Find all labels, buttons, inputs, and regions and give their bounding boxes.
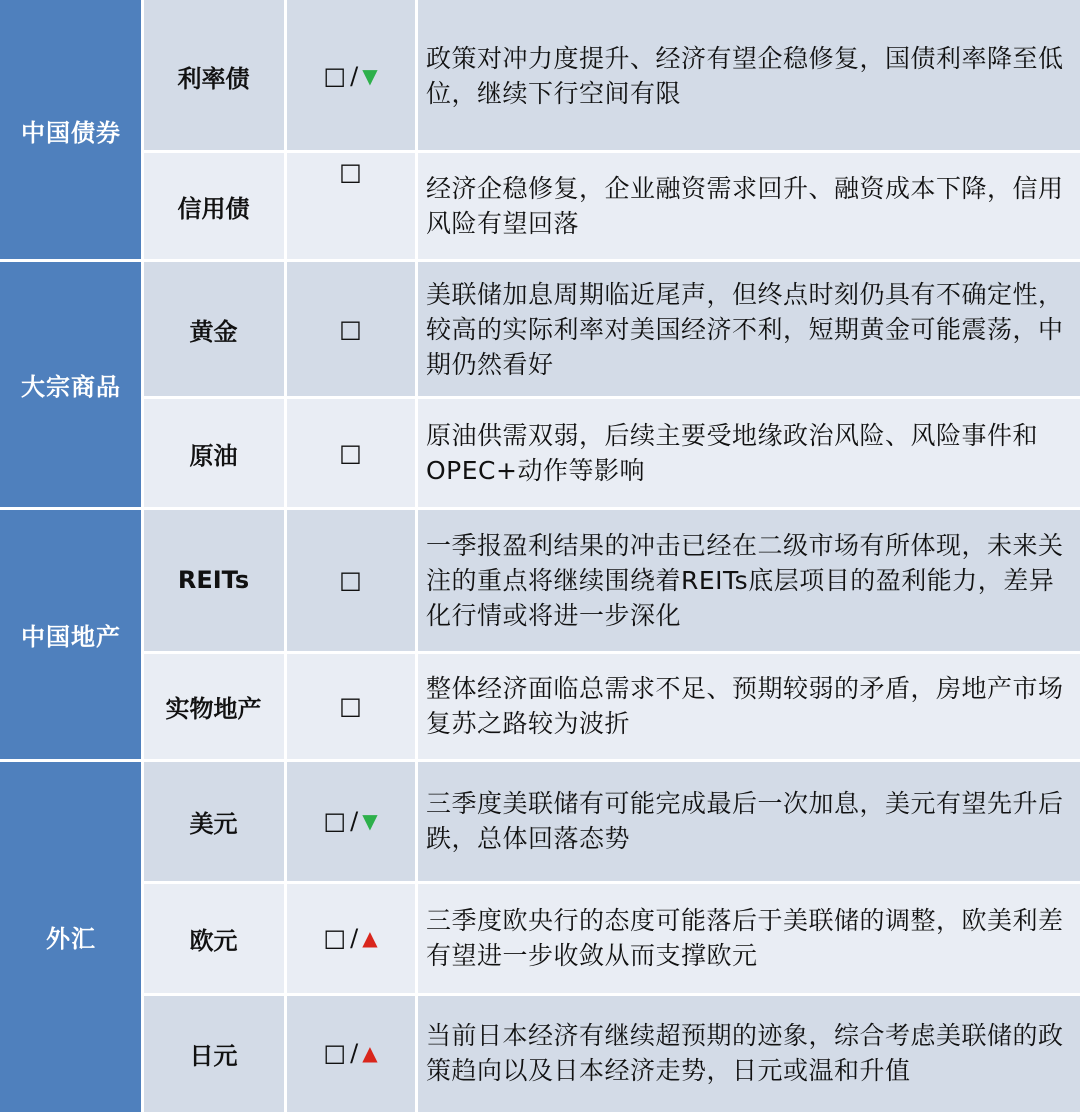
row-divider (142, 150, 1080, 153)
asset-name: 黄金 (142, 260, 285, 398)
signal-cell (285, 260, 416, 398)
category-fx: 外汇 (0, 760, 142, 1112)
asset-name: 信用债 (142, 152, 285, 260)
view-text: 美联储加息周期临近尾声，但终点时刻仍具有不确定性，较高的实际利率对美国经济不利，短期黄金可能震荡，中期仍然看好 (416, 260, 1080, 398)
row-divider (142, 993, 1080, 996)
row-divider (142, 651, 1080, 654)
down-arrow-icon: ▼ (362, 64, 378, 88)
signal-cell (285, 760, 416, 882)
signal-separator: / (350, 807, 359, 835)
view-text: 原油供需双弱，后续主要受地缘政治风险、风险事件和OPEC+动作等影响 (416, 398, 1080, 508)
signal-separator: / (350, 924, 359, 952)
signal-cell (285, 652, 416, 760)
asset-name: 日元 (142, 994, 285, 1112)
neutral-box-icon: □ (339, 692, 362, 720)
category-divider (0, 259, 142, 262)
category-divider (0, 759, 142, 762)
signal-cell (285, 994, 416, 1112)
neutral-box-icon: □ (339, 439, 362, 467)
signal-cell (285, 0, 416, 152)
asset-name: 美元 (142, 760, 285, 882)
row-divider (142, 259, 1080, 262)
signal-cell (285, 152, 416, 260)
up-arrow-icon: ▲ (362, 1041, 378, 1065)
view-text: 政策对冲力度提升、经济有望企稳修复，国债利率降至低位，继续下行空间有限 (416, 0, 1080, 152)
up-arrow-icon: ▲ (362, 926, 378, 950)
row-divider (142, 396, 1080, 399)
category-china-bonds: 中国债券 (0, 0, 142, 260)
neutral-box-icon: □ (339, 315, 362, 343)
down-arrow-icon: ▼ (362, 809, 378, 833)
view-text: 三季度美联储有可能完成最后一次加息，美元有望先升后跌，总体回落态势 (416, 760, 1080, 882)
signal-cell (285, 398, 416, 508)
category-commodities: 大宗商品 (0, 260, 142, 508)
asset-name: 实物地产 (142, 652, 285, 760)
neutral-box-icon: □ (339, 566, 362, 594)
signal-separator: / (350, 1039, 359, 1067)
neutral-box-icon: □ (323, 924, 347, 952)
neutral-box-icon: □ (323, 1039, 347, 1067)
neutral-box-icon: □ (339, 158, 362, 186)
signal-separator: / (350, 62, 359, 90)
signal-cell (285, 508, 416, 652)
asset-name: REITs (142, 508, 285, 652)
signal-cell (285, 882, 416, 994)
row-divider (142, 507, 1080, 510)
row-divider (142, 881, 1080, 884)
asset-name: 欧元 (142, 882, 285, 994)
view-text: 经济企稳修复，企业融资需求回升、融资成本下降，信用风险有望回落 (416, 152, 1080, 260)
view-text: 当前日本经济有继续超预期的迹象，综合考虑美联储的政策趋向以及日本经济走势，日元或温和升值 (416, 994, 1080, 1112)
category-divider (0, 507, 142, 510)
neutral-box-icon: □ (323, 62, 347, 90)
asset-name: 原油 (142, 398, 285, 508)
column-divider (141, 0, 144, 1112)
view-text: 三季度欧央行的态度可能落后于美联储的调整，欧美利差有望进一步收敛从而支撑欧元 (416, 882, 1080, 994)
column-divider (415, 0, 418, 1112)
category-china-real-estate: 中国地产 (0, 508, 142, 760)
neutral-box-icon: □ (323, 807, 347, 835)
row-divider (142, 759, 1080, 762)
view-text: 整体经济面临总需求不足、预期较弱的矛盾，房地产市场复苏之路较为波折 (416, 652, 1080, 760)
asset-name: 利率债 (142, 0, 285, 152)
column-divider (284, 0, 287, 1112)
view-text: 一季报盈利结果的冲击已经在二级市场有所体现，未来关注的重点将继续围绕着REITs底层项目的盈利能力，差异化行情或将进一步深化 (416, 508, 1080, 652)
